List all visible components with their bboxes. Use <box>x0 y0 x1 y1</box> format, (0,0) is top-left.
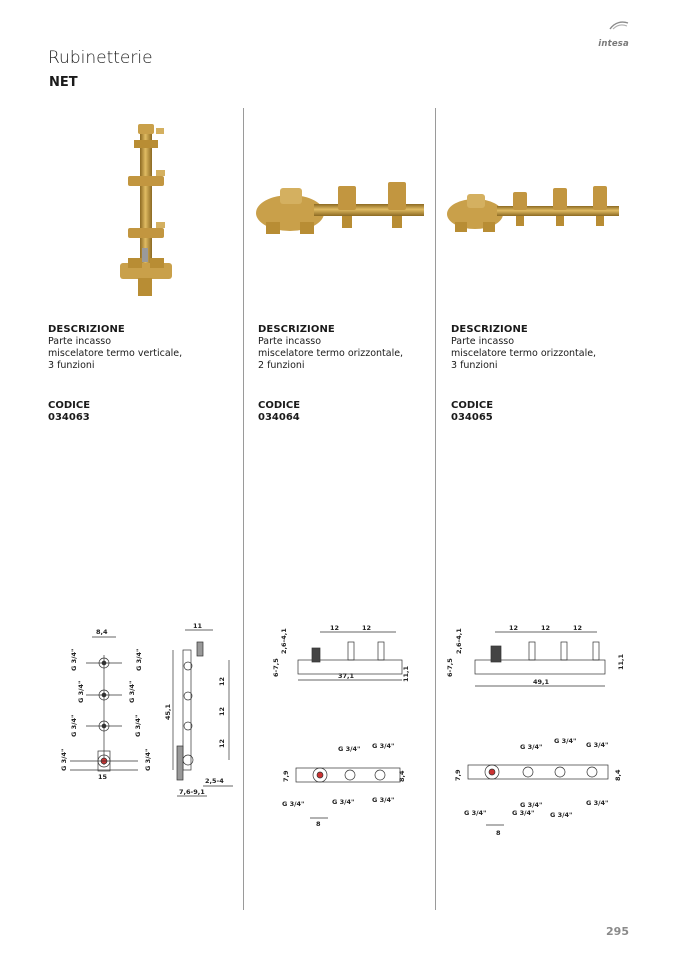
dim-depth: 2,5-4 <box>205 777 224 785</box>
technical-drawing-front-034065 <box>445 622 630 690</box>
thread-label: G 3/4" <box>586 741 609 749</box>
description-text: Parte incasso miscelatore termo orizzontale, 2 funzioni <box>258 336 404 371</box>
dim-depth-range: 2,6-4,1 <box>455 628 463 654</box>
dim-spacing: 12 <box>330 624 340 632</box>
dim-spacing: 12 <box>218 676 226 686</box>
thread-label: G 3/4" <box>60 748 68 771</box>
dim-bottom-width: 15 <box>98 773 108 781</box>
dim-length: 37,1 <box>338 672 355 680</box>
logo-mark-icon <box>609 20 629 30</box>
thread-label: G 3/4" <box>70 648 78 671</box>
description-label: DESCRIZIONE <box>48 324 125 335</box>
page-title: Rubinetterie <box>48 48 153 68</box>
dim-height: 11,1 <box>402 665 410 682</box>
dim-top: 11 <box>193 622 203 630</box>
product-image-horizontal-mixer-3 <box>443 182 623 242</box>
thread-label: G 3/4" <box>550 811 573 819</box>
dim-height: 11,1 <box>617 653 625 670</box>
thread-label: G 3/4" <box>520 801 543 809</box>
code-label: CODICE <box>258 400 301 411</box>
product-info-034065 <box>451 324 636 424</box>
thread-label: G 3/4" <box>520 743 543 751</box>
technical-drawing-top-034064 <box>280 740 415 830</box>
product-image-vertical-mixer <box>118 118 178 303</box>
thread-label: G 3/4" <box>372 742 395 750</box>
thread-label: G 3/4" <box>77 680 85 703</box>
dim-height: 45,1 <box>164 703 172 720</box>
thread-label: G 3/4" <box>372 796 395 804</box>
thread-label: G 3/4" <box>70 714 78 737</box>
dim-offset: 6-7,5 <box>272 658 280 677</box>
dim-width: 8,4 <box>614 769 622 781</box>
brand-name: intesa <box>598 39 629 49</box>
thread-label: G 3/4" <box>554 737 577 745</box>
thread-label: G 3/4" <box>512 809 535 817</box>
dim-offset: 6-7,5 <box>446 658 454 677</box>
dim-length: 49,1 <box>533 678 550 686</box>
thread-label: G 3/4" <box>464 809 487 817</box>
thread-label: G 3/4" <box>282 800 305 808</box>
product-info-034064 <box>258 324 443 424</box>
dim-spacing: 12 <box>541 624 551 632</box>
technical-drawing-front-034063 <box>58 625 163 790</box>
technical-drawing-top-034065 <box>452 735 627 845</box>
dim-top-width: 8,4 <box>96 628 108 636</box>
dim-spacing: 12 <box>509 624 519 632</box>
code-label: CODICE <box>48 400 91 411</box>
product-code: 034065 <box>451 412 493 423</box>
dim-spacing: 12 <box>218 738 226 748</box>
dim-depth-range: 2,6-4,1 <box>280 628 288 654</box>
code-label: CODICE <box>451 400 494 411</box>
technical-drawing-side-034063 <box>163 620 243 800</box>
description-text: Parte incasso miscelatore termo verticale, 3 funzioni <box>48 336 183 371</box>
dim-offset: 8 <box>496 829 501 837</box>
thread-label: G 3/4" <box>332 798 355 806</box>
page-subtitle: NET <box>49 75 78 90</box>
thread-label: G 3/4" <box>586 799 609 807</box>
dim-spacing: 12 <box>362 624 372 632</box>
brand-logo <box>598 20 629 50</box>
dim-depth: 7,9 <box>454 769 462 781</box>
product-image-horizontal-mixer-2 <box>250 178 430 243</box>
column-divider <box>243 108 244 910</box>
thread-label: G 3/4" <box>135 648 143 671</box>
dim-spacing: 12 <box>573 624 583 632</box>
thread-label: G 3/4" <box>338 745 361 753</box>
dim-width: 8,4 <box>398 770 406 782</box>
dim-range: 7,6-9,1 <box>179 788 205 796</box>
description-label: DESCRIZIONE <box>451 324 528 335</box>
thread-label: G 3/4" <box>144 748 152 771</box>
thread-label: G 3/4" <box>128 680 136 703</box>
product-info-034063 <box>48 324 233 424</box>
product-code: 034063 <box>48 412 90 423</box>
column-divider <box>435 108 436 910</box>
page-number: 295 <box>606 925 629 938</box>
dim-spacing: 12 <box>218 706 226 716</box>
dim-offset: 8 <box>316 820 321 828</box>
description-text: Parte incasso miscelatore termo orizzontale, 3 funzioni <box>451 336 597 371</box>
description-label: DESCRIZIONE <box>258 324 335 335</box>
thread-label: G 3/4" <box>134 714 142 737</box>
dim-depth: 7,9 <box>282 770 290 782</box>
product-code: 034064 <box>258 412 300 423</box>
technical-drawing-front-034064 <box>272 622 417 687</box>
